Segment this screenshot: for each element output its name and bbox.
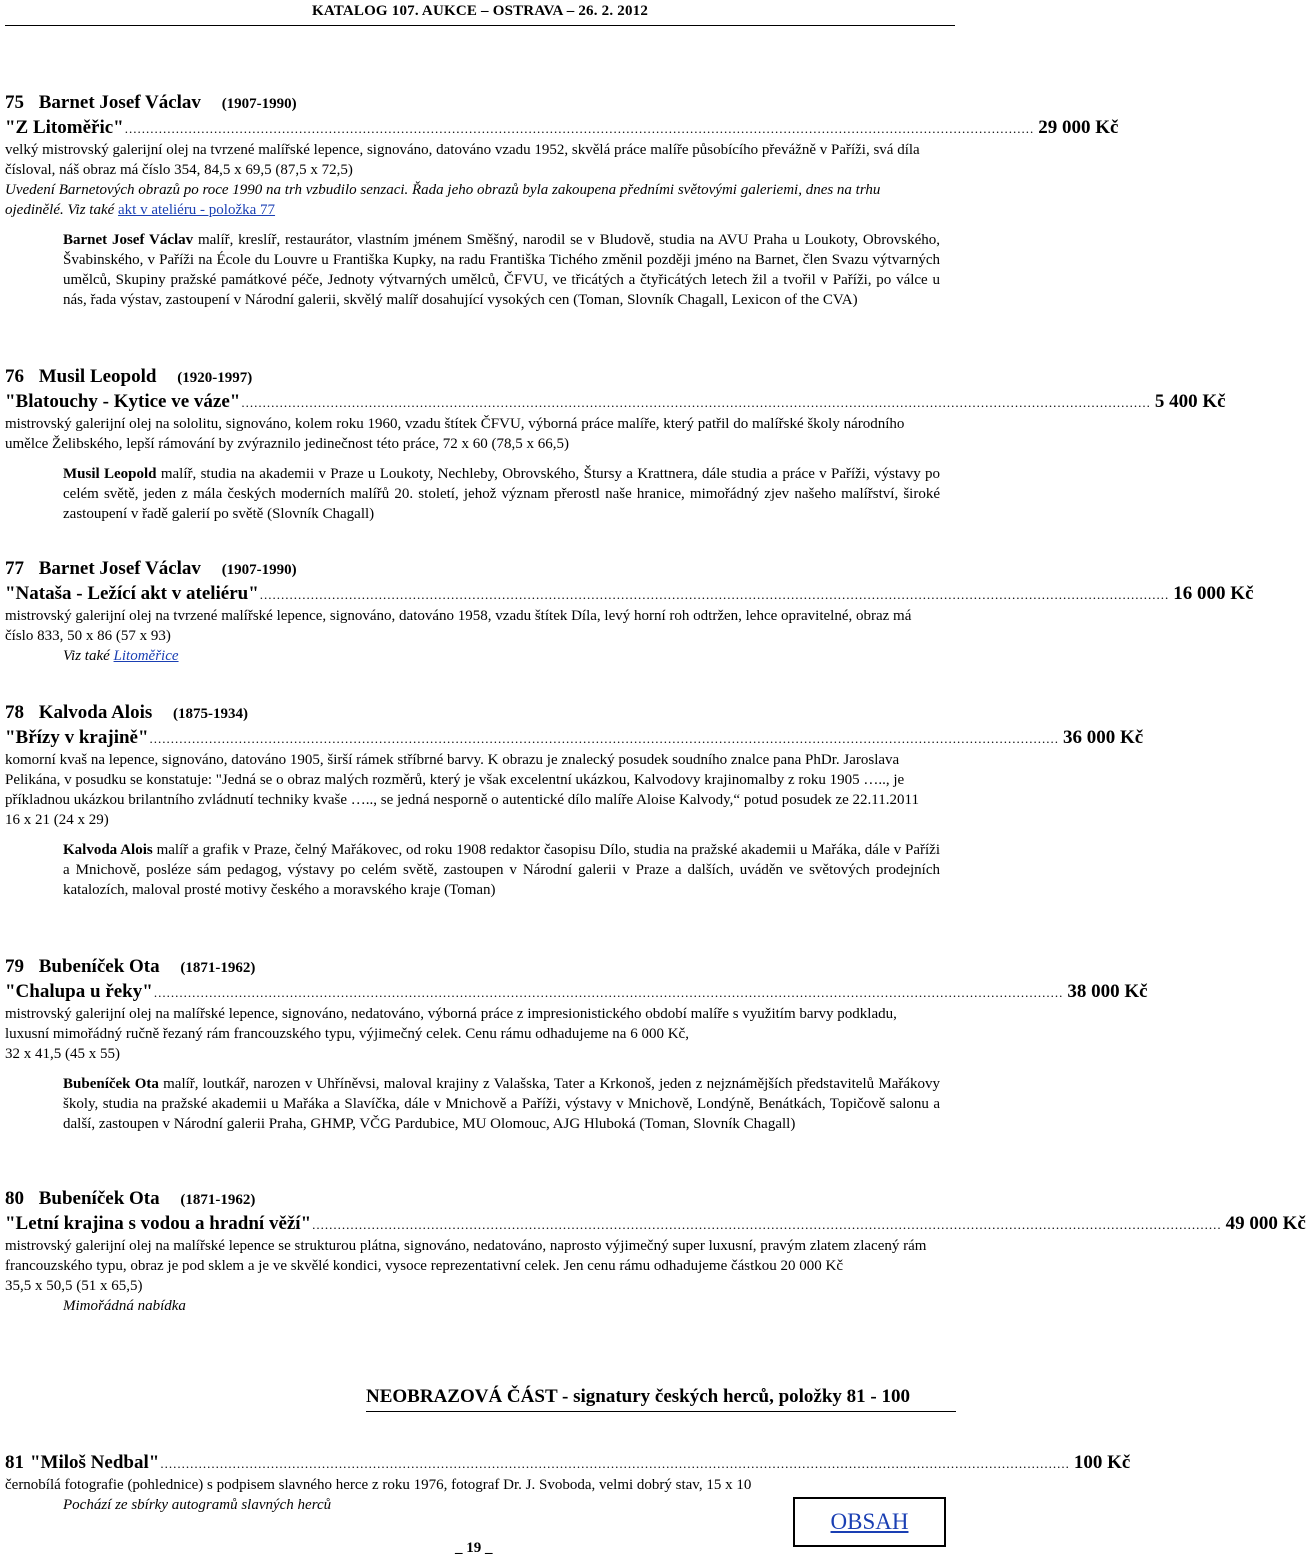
- lot-years: (1871-1962): [180, 1192, 256, 1208]
- lot-number: 76: [5, 366, 24, 387]
- lot-title-line: [5, 980, 1148, 1004]
- bio-name: Bubeníček Ota: [63, 1076, 159, 1092]
- lot-title: "Blatouchy - Kytice ve váze": [5, 391, 241, 412]
- lot-note: Pochází ze sbírky autogramů slavných herců: [63, 1497, 332, 1513]
- lot-note-text: Uvedení Barnetových obrazů po roce 1990 na trh vzbudilo senzaci. Řada jeho obrazů byla zakoupena předními světovými galeriemi, dnes na trhu ojedinělé. Viz také: [5, 182, 881, 218]
- artist-bio: [63, 1074, 940, 1134]
- lot-description: komorní kvaš na lepence, signováno, datováno 1905, širší rámek stříbrné barvy. K obrazu je znalecký posudek soudního znalce pana PhDr. Jaroslava Pelikána, v posudku se konstatuje: "Jedná se o obraz malých rozměrů, který je však excelentní ukázkou, Kalvodovy krajinomalby z roku 1905 ….., je příkladnou ukázkou brilantního zvládnutí techniky kvaše ….., se jedná nesporně o autentické dílo malíře Aloise Kalvody,“ potud posudek ze 22.11.2011: [5, 752, 919, 808]
- lot-title-line: [5, 1451, 1131, 1475]
- lot-description: mistrovský galerijní olej na malířské lepence se strukturou plátna, signováno, nedatováno, naprosto výjimečný super luxusní, pravým zlatem zlacený rám francouzského typu, obraz je pod sklem a je ve skvělé kondici, vysoce reprezentativní celek. Jen cenu rámu odhadujeme částkou 20 000 Kč: [5, 1238, 927, 1274]
- artist-bio: [63, 230, 940, 310]
- lot-heading: [5, 365, 940, 390]
- lot-years: (1907-1990): [221, 96, 297, 112]
- lot-description: černobílá fotografie (pohlednice) s podpisem slavného herce z roku 1976, fotograf Dr. J. Svoboda, velmi dobrý stav, 15 x 10: [5, 1477, 752, 1493]
- lot-title: "Chalupa u řeky": [5, 981, 153, 1002]
- lot-heading: [5, 91, 940, 116]
- bio-text: malíř, studia na akademii v Praze u Loukoty, Nechleby, Obrovského, Štursy a Krattnera, dále studia a práce v Paříži, výstavy po celém světě, jeden z mála českých moderních malířů 20. století, jehož význam přerostl naše hranice, mimořádný zjev našeho malířství, široké zastoupení v řadě galerií po světě (Slovník Chagall): [63, 466, 941, 522]
- lot-artist: Musil Leopold: [38, 366, 157, 387]
- lot-number: 81: [5, 1452, 24, 1473]
- lot-note: [63, 646, 940, 666]
- lot-price: 29 000 Kč: [1038, 117, 1119, 138]
- litomerice-link[interactable]: Litoměřice: [113, 648, 179, 664]
- dot-leader: ......................................................................................................................................................................................................................: [149, 731, 1060, 746]
- lot-number: 75: [5, 92, 24, 113]
- bio-text: malíř, kreslíř, restaurátor, vlastním jménem Směšný, narodil se v Bludově, studia na AVU Praha u Loukoty, Obrovského, Švabinského, v Paříži na École du Louvre u Františka Kupky, na radu Františka Tichého změnil později jméno na Barnet, člen Svazu výtvarných umělců, Skupiny pražské památkové péče, Jednoty výtvarných umělců, ČFVU, ve třicátých a čtyřicátých letech žil a tvořil v Paříži, po válce u nás, řada výstav, zastoupení v Národní galerii, skvělý malíř dosahující vysokých cen (Toman, Slovník Chagall, Lexicon of the CVA): [63, 232, 940, 308]
- dot-leader: ......................................................................................................................................................................................................................: [160, 1456, 1070, 1471]
- lot-artist: Bubeníček Ota: [38, 1188, 160, 1209]
- lot-artist: Barnet Josef Václav: [38, 558, 201, 579]
- dot-leader: ......................................................................................................................................................................................................................: [241, 395, 1151, 410]
- lot-title-line: [5, 116, 1119, 140]
- lot-years: (1875-1934): [173, 706, 248, 722]
- lot-note-text: Viz také: [63, 648, 110, 664]
- lot-78: [5, 701, 1144, 900]
- lot-artist: Barnet Josef Václav: [38, 92, 201, 113]
- bio-name: Musil Leopold: [63, 466, 157, 482]
- header-rule: [5, 25, 955, 26]
- lot-years: (1907-1990): [221, 562, 297, 578]
- lot-artist: Bubeníček Ota: [38, 956, 160, 977]
- lot-years: (1871-1962): [180, 960, 256, 976]
- dot-leader: ......................................................................................................................................................................................................................: [153, 985, 1064, 1000]
- bio-text: malíř, loutkář, narozen v Uhříněvsi, maloval krajiny z Valašska, Tater a Krkonoš, jeden z nejznámějších představitelů Mařákovy školy, studia na pražské akademii u Mařáka a Slavíčka, dále v Mnichově a Paříži, výstavy v Mnichově, Londýně, Benátkách, Topičově salonu a další, zastoupen v Národní galerii Praha, GHMP, VČG Pardubice, MU Olomouc, AJG Hluboká (Toman, Slovník Chagall): [63, 1076, 940, 1132]
- obsah-button[interactable]: OBSAH: [793, 1497, 946, 1547]
- lot-title: "Břízy v krajině": [5, 727, 149, 748]
- lot-heading: [5, 1187, 940, 1212]
- lot-75: [5, 91, 1119, 310]
- lot-number: 77: [5, 558, 24, 579]
- lot-number: 78: [5, 702, 24, 723]
- lot-artist: Kalvoda Alois: [38, 702, 153, 723]
- lot-price: 38 000 Kč: [1067, 981, 1148, 1002]
- dot-leader: ......................................................................................................................................................................................................................: [312, 1217, 1222, 1232]
- lot-heading: [5, 955, 940, 980]
- dot-leader: ......................................................................................................................................................................................................................: [259, 587, 1170, 602]
- lot-years: (1920-1997): [177, 370, 253, 386]
- lot-heading: [5, 557, 940, 582]
- lot-79: [5, 955, 1148, 1134]
- lot-description: mistrovský galerijní olej na malířské lepence, signováno, nedatováno, výborná práce z impresionistického období malíře s využitím barvy podkladu, luxusní mimořádný ručně řezaný rám francouzského typu, výjimečný celek. Cenu rámu odhadujeme na 6 000 Kč,: [5, 1006, 897, 1042]
- page-number: _ 19 _: [455, 1540, 493, 1556]
- lot-price: 36 000 Kč: [1063, 727, 1144, 748]
- lot-price: 100 Kč: [1073, 1452, 1131, 1473]
- lot-title: "Miloš Nedbal": [30, 1452, 160, 1473]
- lot-dimensions: 35,5 x 50,5 (51 x 65,5): [5, 1278, 143, 1294]
- lot-80: [5, 1187, 1306, 1316]
- lot-dimensions: 32 x 41,5 (45 x 55): [5, 1046, 120, 1062]
- lot-heading: [5, 701, 940, 726]
- lot-description: mistrovský galerijní olej na tvrzené malířské lepence, signováno, datováno 1958, vzadu štítek Díla, levý horní roh odtržen, lehce opravitelné, obraz má číslo 833, 50 x 86 (57 x 93): [5, 608, 912, 644]
- bio-name: Barnet Josef Václav: [63, 232, 194, 248]
- section-title: NEOBRAZOVÁ ČÁST - signatury českých herců, položky 81 - 100: [366, 1386, 911, 1407]
- lot-title-line: [5, 1212, 1306, 1236]
- lot-description: velký mistrovský galerijní olej na tvrzené malířské lepence, signováno, datováno vzadu 1952, skvělá práce malíře působícího převážně v Paříži, svá díla čísloval, náš obraz má číslo 354, 84,5 x 69,5 (87,5 x 72,5): [5, 142, 920, 178]
- lot-77-link[interactable]: akt v ateliéru - položka 77: [118, 202, 276, 218]
- lot-note: Mimořádná nabídka: [63, 1298, 186, 1314]
- lot-note: [5, 180, 940, 220]
- lot-76: [5, 365, 1226, 524]
- lot-77: [5, 557, 1254, 666]
- dot-leader: ......................................................................................................................................................................................................................: [124, 121, 1035, 136]
- artist-bio: [63, 840, 940, 900]
- bio-text: malíř a grafik v Praze, čelný Mařákovec, od roku 1908 redaktor časopisu Dílo, studia na pražské akademii u Mařáka, dále v Paříži a Mnichově, posléze sám pedagog, výstavy po celém světě, zastoupen v Národní galerii v Praze a dalších, uváděn ve světových prodejních katalozích, maloval prosté motivy českého a moravského kraje (Toman): [63, 842, 941, 898]
- lot-title: "Letní krajina s vodou a hradní věží": [5, 1213, 312, 1234]
- lot-dimensions: 16 x 21 (24 x 29): [5, 812, 109, 828]
- lot-title-line: [5, 726, 1144, 750]
- lot-price: 16 000 Kč: [1173, 583, 1254, 604]
- bio-name: Kalvoda Alois: [63, 842, 153, 858]
- lot-title: "Nataša - Ležící akt v ateliéru": [5, 583, 259, 604]
- lot-title: "Z Litoměřic": [5, 117, 124, 138]
- artist-bio: [63, 464, 940, 524]
- lot-price: 49 000 Kč: [1225, 1213, 1306, 1234]
- section-rule: [366, 1411, 956, 1412]
- lot-price: 5 400 Kč: [1154, 391, 1226, 412]
- lot-number: 80: [5, 1188, 24, 1209]
- lot-description: mistrovský galerijní olej na sololitu, signováno, kolem roku 1960, vzadu štítek ČFVU, výborná práce malíře, který patřil do malířské školy národního umělce Želibského, lepší rámování by zvýraznilo jedinečnost této práce, 72 x 60 (78,5 x 66,5): [5, 416, 905, 452]
- page-header: KATALOG 107. AUKCE – OSTRAVA – 26. 2. 2012: [311, 3, 649, 19]
- lot-number: 79: [5, 956, 24, 977]
- lot-title-line: [5, 390, 1226, 414]
- lot-title-line: [5, 582, 1254, 606]
